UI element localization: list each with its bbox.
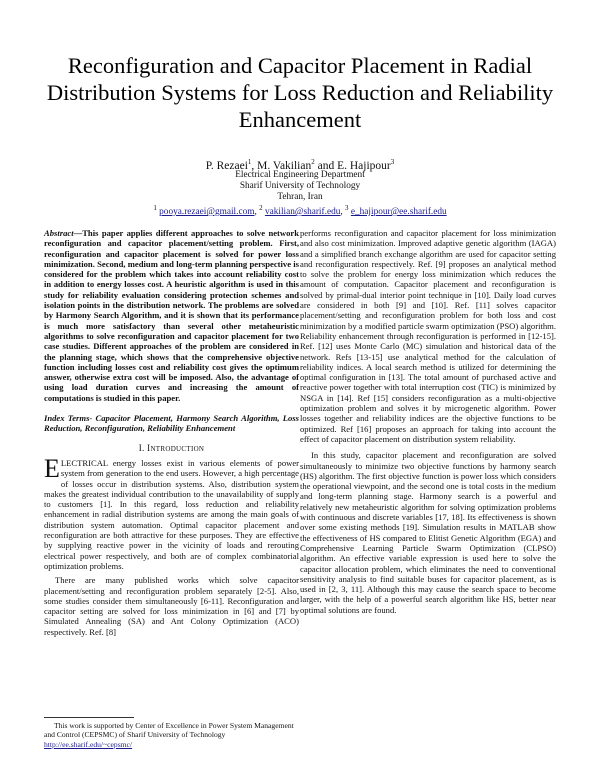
paragraph: In this study, capacitor placement and reconfiguration are solved simultaneously to minimize two objective functions by harmony search (HS) algorithm. The first objective function is power loss which considers the operational viewpoint, and the second one is total costs in the medium and long-term planning stage. Harmony search is a powerful and relatively new metaheuristic algorithm for solving optimization problems with continuous and discrete variables [17, 18]. Its effectiveness is shown over some existing methods [19]. Simulation results in MATLAB show the effectiveness of HS compared to Elitist Genetic Algorithm (EGA) and Comprehensive Learning Particle Swarm Optimization (CLPSO) algorithm. An effective variable expression is used here to solve the capacitor allocation problem, which eliminates the need to conventional sensitivity analysis to find suitable buses for capacitor placement, as is used in [2, 3, 11]. Although this may cause the search space to become larger, with the help of a powerful search algorithm like HS, better near optimal solutions are found. (300, 450, 556, 615)
affiliation (40, 170, 560, 203)
author-name: P. Rezaei (205, 159, 248, 172)
footnote (44, 721, 299, 749)
author-name: M. Vakilian (257, 159, 312, 172)
section-number: I. (138, 442, 145, 453)
section-title-cap: I (147, 442, 151, 453)
paragraph-text: LECTRICAL energy losses exist in various elements of power system from generation to the end users. However, a high percentage of losses occur in distribution systems. Also, distribution system makes the greatest individual contribution to the unavailability of supply to customers [1]. In this regard, loss reduction and reliability enhancement in radial distribution systems are among the main goals of distribution system automation. Optimal capacitor placement and reconfiguration are both attractive for these purposes. They are effective by supplying reactive power in the vicinity of loads and rerouting electrical power respectively, and both are of complex combinatorial optimization problems. (44, 457, 299, 571)
abstract-text: —This paper applies different approaches to solve network reconfiguration and capacitor placement/setting problem. First, reconfiguration and capacitor placement is solved for power loss minimization. Second, medium and long-term planning perspective is considered for the problem which takes into account reliability cost in addition to energy losses cost. A heuristic algorithm is used in this study for reliability evaluation considering protection schemes and isolation points in the distribution network. The problems are solved by Harmony Search Algorithm, and it is shown that its performance is much more satisfactory than several other metaheuristic algorithms to solve reconfiguration and capacitor placement for two case studies. Different approaches of the problem are considered in the planning stage, which shows that the comprehensive objective function including losses cost and reliability cost gives the optimum answer, otherwise extra cost will be imposed. Also, the advantage of using load duration curves and increasing the amount of computations is studied in this paper. (44, 228, 299, 403)
abstract (44, 228, 299, 403)
author-sup: 2 (311, 158, 315, 166)
left-column (44, 228, 299, 641)
section-title-rest: NTRODUCTION (150, 444, 205, 453)
paragraph: There are many published works which solve capacitor placement/setting and reconfiguration problem separately [2-5]. Also, some studies consider them simultaneously [6-11]. Reconfiguration and capacitor setting are solved for loss minimization in [6] and [7] by Simulated Annealing (SA) and Ant Colony Optimization (ACO) respectively. Ref. [8] (44, 575, 299, 637)
author-sup: 1 (247, 158, 252, 166)
drop-cap: E (44, 453, 60, 483)
email-link[interactable]: e_hajipour@ee.sharif.edu (350, 207, 447, 218)
email-sup: 1 (153, 204, 157, 212)
paper-title: Reconfiguration and Capacitor Placement in Radial Distribution Systems for Loss Reduction and Reliability Enhancement (46, 53, 554, 132)
university: Sharif University of Technology (239, 181, 361, 191)
footnote-link[interactable]: http://ee.sharif.edu/~cepsmc/ (44, 739, 133, 749)
department: Electrical Engineering Department (235, 170, 365, 180)
index-terms: Index Terms- Capacitor Placement, Harmony Search Algorithm, Loss Reduction, Reconfiguration, Reliability Enhancement (44, 413, 299, 434)
email-sup: 2 (259, 204, 263, 212)
location: Tehran, Iran (277, 192, 323, 202)
paragraph: performs reconfiguration and capacitor placement for loss minimization and also cost minimization. Improved adaptive genetic algorithm (IAGA) and a simplified branch exchange algorithm are used for capacitor setting and reconfiguration respectively. Ref. [9] proposes an analytical method to solve the problem for energy loss minimization which reduces the amount of computation. Capacitor placement and reconfiguration is solved by primal-dual interior point technique in [10]. Daily load curves are considered in both [9] and [10]. Ref. [11] solves capacitor placement/setting and reconfiguration problem for both loss and cost minimization by a modified particle swarm optimization (PSO) algorithm. Reliability enhancement through reconfiguration is performed in [12-15]. Ref. [12] uses Monte Carlo (MC) simulation and historical data of the network. Refs [13-15] use analytical method for the calculation of reliability indices. A local search method is utilized for determining the optimal configuration in [13]. The total amount of purchased active and reactive power together with total interruption cost (TIC) is minimized by NSGA in [14]. Ref [15] considers reconfiguration as a multi-objective optimization problem and solves it by microgenetic algorithm. Power losses together and reliability indices are the objective functions to be optimized. Ref [16] proposes an approach for taking into account the effect of capacitor placement on distribution system reliability. (300, 228, 556, 444)
section-heading (44, 443, 299, 454)
footnote-text: This work is supported by Center of Excellence in Power System Management and Control (CEPSMC) of Sharif University of Technology (44, 721, 294, 740)
email-link[interactable]: vakilian@sharif.edu (264, 207, 341, 218)
author-name: E. Hajipour (337, 159, 391, 172)
email-link[interactable]: pooya.rezaei@gmail.com (159, 207, 255, 218)
email-line: $^1$ pooya.rezaei@gmail.com, $^2$ vakilian@sharif.edu, $^3$ e_hajipour@ee.sharif.edu (153, 204, 447, 218)
author-sup: 3 (390, 158, 395, 166)
abstract-label: Abstract (44, 228, 74, 238)
right-column (300, 228, 556, 619)
author-separator: and (314, 159, 338, 172)
email-sup: 3 (345, 204, 349, 212)
author-separator: , (251, 159, 258, 172)
paragraph (44, 453, 299, 571)
footnote-rule (44, 717, 134, 718)
